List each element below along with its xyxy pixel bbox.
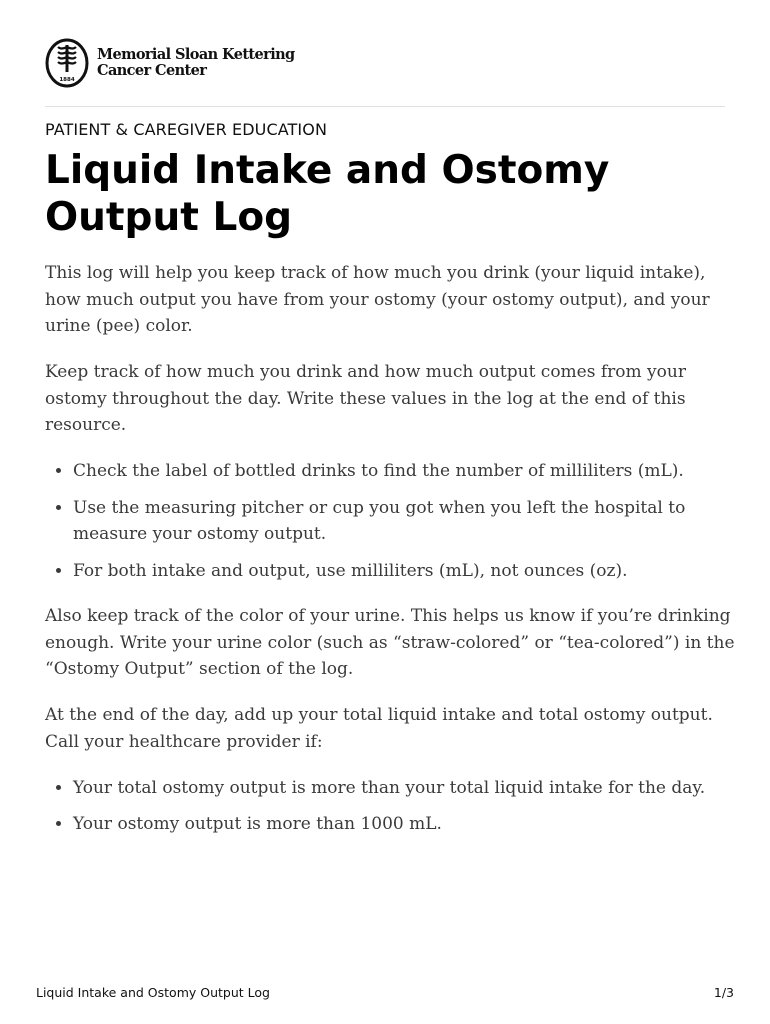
header-divider — [45, 106, 725, 107]
tips-list — [45, 458, 735, 584]
call-provider-list — [45, 775, 735, 838]
logo-wordmark — [97, 47, 295, 79]
document-body — [45, 260, 735, 857]
msk-logo-icon — [45, 38, 89, 88]
logo-year: 1884 — [59, 77, 75, 83]
page-title: Liquid Intake and Ostomy Output Log — [45, 148, 610, 240]
list-item: • Use the measuring pitcher or cup you got when you left the hospital to measure your ostomy output. — [73, 495, 735, 548]
page-footer — [36, 985, 734, 1000]
footer-doc-title: Liquid Intake and Ostomy Output Log — [36, 985, 270, 1000]
paragraph-tracking: Keep track of how much you drink and how much output comes from your ostomy throughout the day. Write these values in the log at the end of this resource. — [45, 362, 686, 435]
list-item: • Your ostomy output is more than 1000 mL. — [73, 811, 735, 838]
paragraph-urine-color: Also keep track of the color of your urine. This helps us know if you’re drinking enough. Write your urine color (such as “straw-colored” or “tea-colored”) in the “Ostomy Output” section of the log. — [45, 606, 735, 679]
logo-line-1: Memorial Sloan Kettering — [97, 46, 295, 63]
paragraph-end-of-day: At the end of the day, add up your total liquid intake and total ostomy output. Call your healthcare provider if: — [45, 705, 713, 752]
header — [45, 38, 295, 88]
page-number: 1/3 — [713, 985, 734, 1000]
logo-line-2: Cancer Center — [97, 62, 207, 79]
section-eyebrow: PATIENT & CAREGIVER EDUCATION — [45, 120, 328, 139]
list-item: • Check the label of bottled drinks to find the number of milliliters (mL). — [73, 458, 735, 485]
list-item: • Your total ostomy output is more than your total liquid intake for the day. — [73, 775, 735, 802]
list-item: • For both intake and output, use milliliters (mL), not ounces (oz). — [73, 558, 735, 585]
paragraph-intro: This log will help you keep track of how much you drink (your liquid intake), how much output you have from your ostomy (your ostomy output), and your urine (pee) color. — [45, 263, 710, 336]
